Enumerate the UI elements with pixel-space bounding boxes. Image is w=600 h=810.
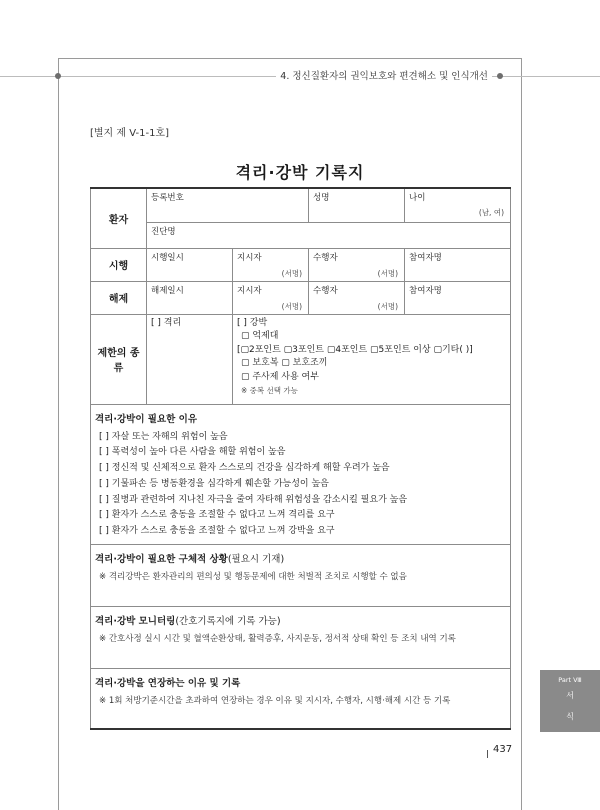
situation-title: 격리·강박이 필요한 구체적 상황 (95, 554, 228, 566)
age-label: 나이 (409, 193, 426, 203)
reason-item[interactable]: [ ] 폭력성이 높아 다른 사람을 해할 위험이 높음 (99, 447, 286, 458)
reason-item[interactable]: [ ] 정신적 및 신체적으로 환자 스스로의 건강을 심각하게 해할 우려가 높음 (99, 463, 390, 474)
rel-participant-field[interactable] (405, 281, 511, 314)
age-field[interactable] (405, 188, 511, 222)
diagnosis-label: 진단명 (151, 226, 176, 237)
sex-age-hint: (남, 여) (478, 207, 505, 217)
execution-label: 시행 (91, 248, 147, 281)
extension-note: ※ 1회 처방기준시간을 초과하여 연장하는 경우 이유 및 지시자, 수행자, 시행·해제 시간 등 기록 (99, 696, 451, 707)
restraint-checkbox[interactable]: [ ] 강박 (237, 317, 268, 328)
exec-instructor-field[interactable] (233, 248, 309, 281)
record-table (90, 187, 511, 730)
restraint-belt-checkbox[interactable]: ▢ 억제대 (241, 331, 279, 341)
reason-item[interactable]: [ ] 자살 또는 자해의 위험이 높음 (99, 431, 228, 442)
restraint-options (233, 314, 511, 404)
monitoring-note: ※ 간호사정 실시 시간 및 혈액순환상태, 활력증후, 사지운동, 정서적 상태 확인 등 조치 내역 기록 (99, 634, 456, 645)
name-field[interactable] (309, 188, 405, 222)
rel-performer-field[interactable] (309, 281, 405, 314)
form-title: 격리·강박 기록지 (235, 163, 365, 182)
exec-datetime-field[interactable] (147, 248, 233, 281)
rel-performer-sign: (서명) (377, 301, 399, 311)
extension-section[interactable] (91, 669, 511, 729)
reason-item[interactable]: [ ] 환자가 스스로 충동을 조절할 수 없다고 느껴 격리를 요구 (99, 510, 335, 521)
monitoring-section[interactable] (91, 607, 511, 669)
reg-no-label: 등록번호 (151, 193, 184, 203)
exec-performer-field[interactable] (309, 248, 405, 281)
rel-datetime-field[interactable] (147, 281, 233, 314)
part-tab[interactable] (540, 670, 600, 732)
protective-clothing-options[interactable]: ▢ 보호복 ▢ 보호조끼 (241, 358, 328, 368)
isolation-option[interactable] (147, 314, 233, 404)
header-dot-right (497, 73, 503, 79)
reasons-section (91, 404, 511, 545)
extension-title: 격리·강박을 연장하는 이유 및 기록 (95, 678, 241, 690)
situation-title-suffix: (필요시 기재) (227, 554, 285, 566)
reg-no-field[interactable] (147, 188, 309, 222)
point-options[interactable]: [▢2포인트 ▢3포인트 ▢4포인트 ▢5포인트 이상 ▢기타( )] (237, 344, 473, 355)
situation-note: ※ 격리강박은 환자관리의 편의성 및 행동문제에 대한 처벌적 조치로 시행할 수 없음 (99, 572, 407, 583)
exec-datetime-label: 시행일시 (151, 252, 184, 263)
page-number-bar (487, 750, 488, 758)
exec-instructor-sign: (서명) (281, 268, 303, 278)
header-dot-left (55, 73, 61, 79)
reason-item[interactable]: [ ] 질병과 관련하여 지나친 자극을 줄여 자타해 위험성을 감소시킬 필요가 높음 (99, 494, 408, 505)
release-label: 해제 (91, 281, 147, 314)
restriction-label: 제한의 종류 (91, 314, 147, 404)
monitoring-title: 격리·강박 모니터링 (95, 616, 176, 628)
exec-participant-field[interactable] (405, 248, 511, 281)
reason-item[interactable]: [ ] 환자가 스스로 충동을 조절할 수 없다고 느껴 강박을 요구 (99, 526, 335, 537)
exec-participant-label: 참여자명 (409, 252, 442, 263)
part-tab-label: Part Ⅷ (558, 676, 582, 684)
exec-performer-label: 수행자 (313, 252, 338, 263)
part-tab-char-2: 식 (566, 712, 574, 721)
rel-instructor-field[interactable] (233, 281, 309, 314)
form-id: [별지 제 V-1-1호] (90, 128, 169, 139)
reasons-title: 격리·강박이 필요한 이유 (95, 413, 197, 425)
patient-label: 환자 (91, 188, 147, 248)
multi-select-note: ※ 중복 선택 가능 (241, 386, 298, 395)
rel-datetime-label: 해제일시 (151, 285, 184, 296)
part-tab-char-1: 서 (566, 691, 574, 700)
rel-performer-label: 수행자 (313, 285, 338, 296)
situation-section[interactable] (91, 545, 511, 607)
exec-instructor-label: 지시자 (237, 252, 262, 263)
rel-participant-label: 참여자명 (409, 285, 442, 296)
monitoring-title-suffix: (간호기록지에 기록 가능) (175, 616, 281, 628)
isolation-checkbox[interactable]: [ ] 격리 (151, 317, 182, 328)
chapter-title: 4. 정신질환자의 권익보호와 편견해소 및 인식개선 (276, 68, 492, 82)
page-number: 437 (493, 744, 513, 755)
exec-performer-sign: (서명) (377, 268, 399, 278)
reason-item[interactable]: [ ] 기물파손 등 병동환경을 심각하게 훼손할 가능성이 높음 (99, 478, 329, 489)
rel-instructor-sign: (서명) (281, 301, 303, 311)
diagnosis-field[interactable] (147, 222, 511, 248)
rel-instructor-label: 지시자 (237, 285, 262, 296)
injection-checkbox[interactable]: ▢ 주사제 사용 여부 (241, 371, 319, 382)
name-label: 성명 (313, 193, 330, 203)
